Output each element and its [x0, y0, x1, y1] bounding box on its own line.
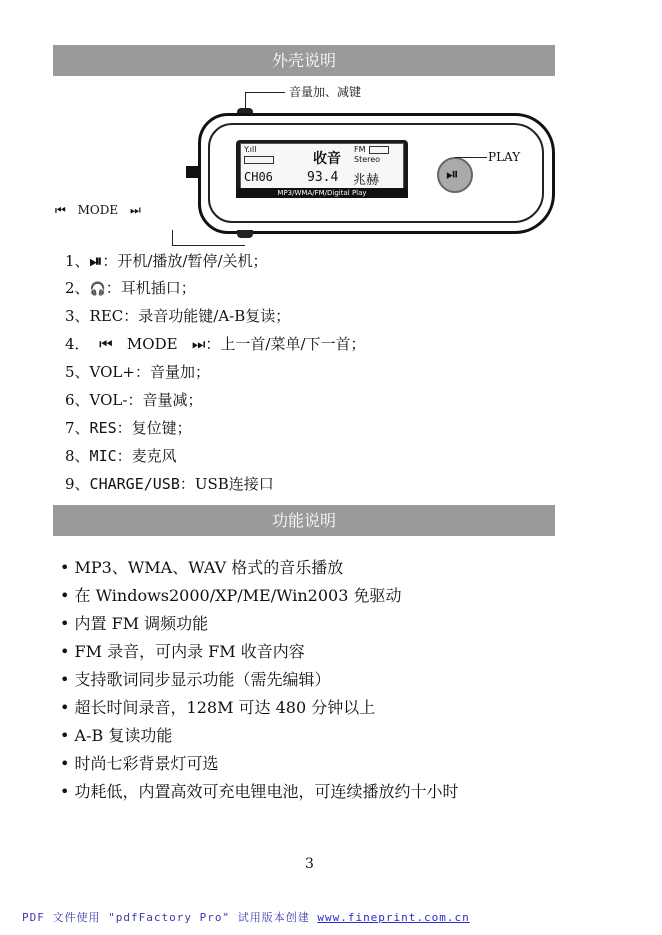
control-item-9: 9、CHARGE/USB：USB连接口 [65, 475, 274, 493]
control-item-7: 7、RES：复位键； [65, 419, 192, 437]
play-callout-line [455, 157, 487, 158]
channel-display: CH06 [244, 170, 273, 184]
screen-caption: MP3/WMA/FM/Digital Play [236, 188, 408, 198]
prev-icon: ⏮ [55, 203, 66, 217]
battery-icon [369, 146, 389, 154]
feature-item: • 超长时间录音，128M 可达 480 分钟以上 [60, 698, 376, 717]
feature-item: • A-B 复读功能 [60, 726, 173, 745]
control-item-3: 3、REC：录音功能键/A-B复读； [65, 307, 291, 325]
signal-icon: Y.ıll [244, 145, 257, 154]
control-item-4: 4． ⏮ MODE ⏭：上一首/菜单/下一首； [65, 335, 366, 353]
mode-callout-line-b [172, 245, 245, 246]
section-title-function: 功能说明 [53, 505, 555, 536]
play-label: PLAY [488, 150, 521, 164]
lcd-screen [240, 143, 404, 189]
mode-legend [55, 203, 141, 218]
section-title-shell: 外壳说明 [53, 45, 555, 76]
volume-callout-line-h [245, 92, 285, 93]
feature-item: • FM 录音，可内录 FM 收音内容 [60, 642, 305, 661]
prev-icon: ⏮ [99, 335, 113, 353]
play-pause-icon: ⏯ [446, 164, 459, 183]
mode-switch-shape [237, 230, 253, 238]
next-icon: ⏭ [191, 335, 206, 353]
volume-meter-icon [244, 156, 274, 164]
volume-label: 音量加、减键 [289, 85, 362, 99]
feature-item: • 在 Windows2000/XP/ME/Win2003 免驱动 [60, 586, 402, 605]
volume-callout-line [245, 92, 246, 109]
mode-callout-line-l [172, 230, 173, 246]
control-item-8: 8、MIC：麦克风 [65, 447, 177, 465]
play-pause-icon: ⏯ [89, 251, 103, 270]
page-number: 3 [305, 856, 314, 872]
control-item-1: 1、⏯：开机/播放/暂停/关机； [65, 251, 268, 270]
feature-item: • 功耗低，内置高效可充电锂电池，可连续播放约十小时 [60, 782, 459, 801]
next-icon: ⏭ [129, 203, 141, 217]
feature-item: • 时尚七彩背景灯可选 [60, 754, 219, 773]
frequency-unit: 兆赫 [353, 173, 380, 188]
headphone-icon: 🎧 [89, 282, 106, 297]
mode-label: MODE [77, 203, 119, 217]
feature-item: • 支持歌词同步显示功能（需先编辑） [60, 670, 331, 689]
stereo-indicator: Stereo [354, 155, 381, 164]
feature-item: • 内置 FM 调频功能 [60, 614, 209, 633]
footer [22, 909, 470, 925]
frequency-display: 93.4 [307, 170, 339, 185]
feature-item: • MP3、WMA、WAV 格式的音乐播放 [60, 558, 344, 577]
footer-link[interactable]: www.fineprint.com.cn [317, 911, 470, 924]
screen-title: 收音 [313, 151, 341, 167]
control-item-6: 6、VOL-：音量减； [65, 391, 203, 409]
fm-indicator: FM [354, 145, 366, 154]
control-item-2: 2、🎧：耳机插口； [65, 279, 196, 297]
control-item-5: 5、VOL+：音量加； [65, 363, 210, 381]
footer-text: PDF 文件使用 "pdfFactory Pro" 试用版本创建 [22, 911, 318, 924]
